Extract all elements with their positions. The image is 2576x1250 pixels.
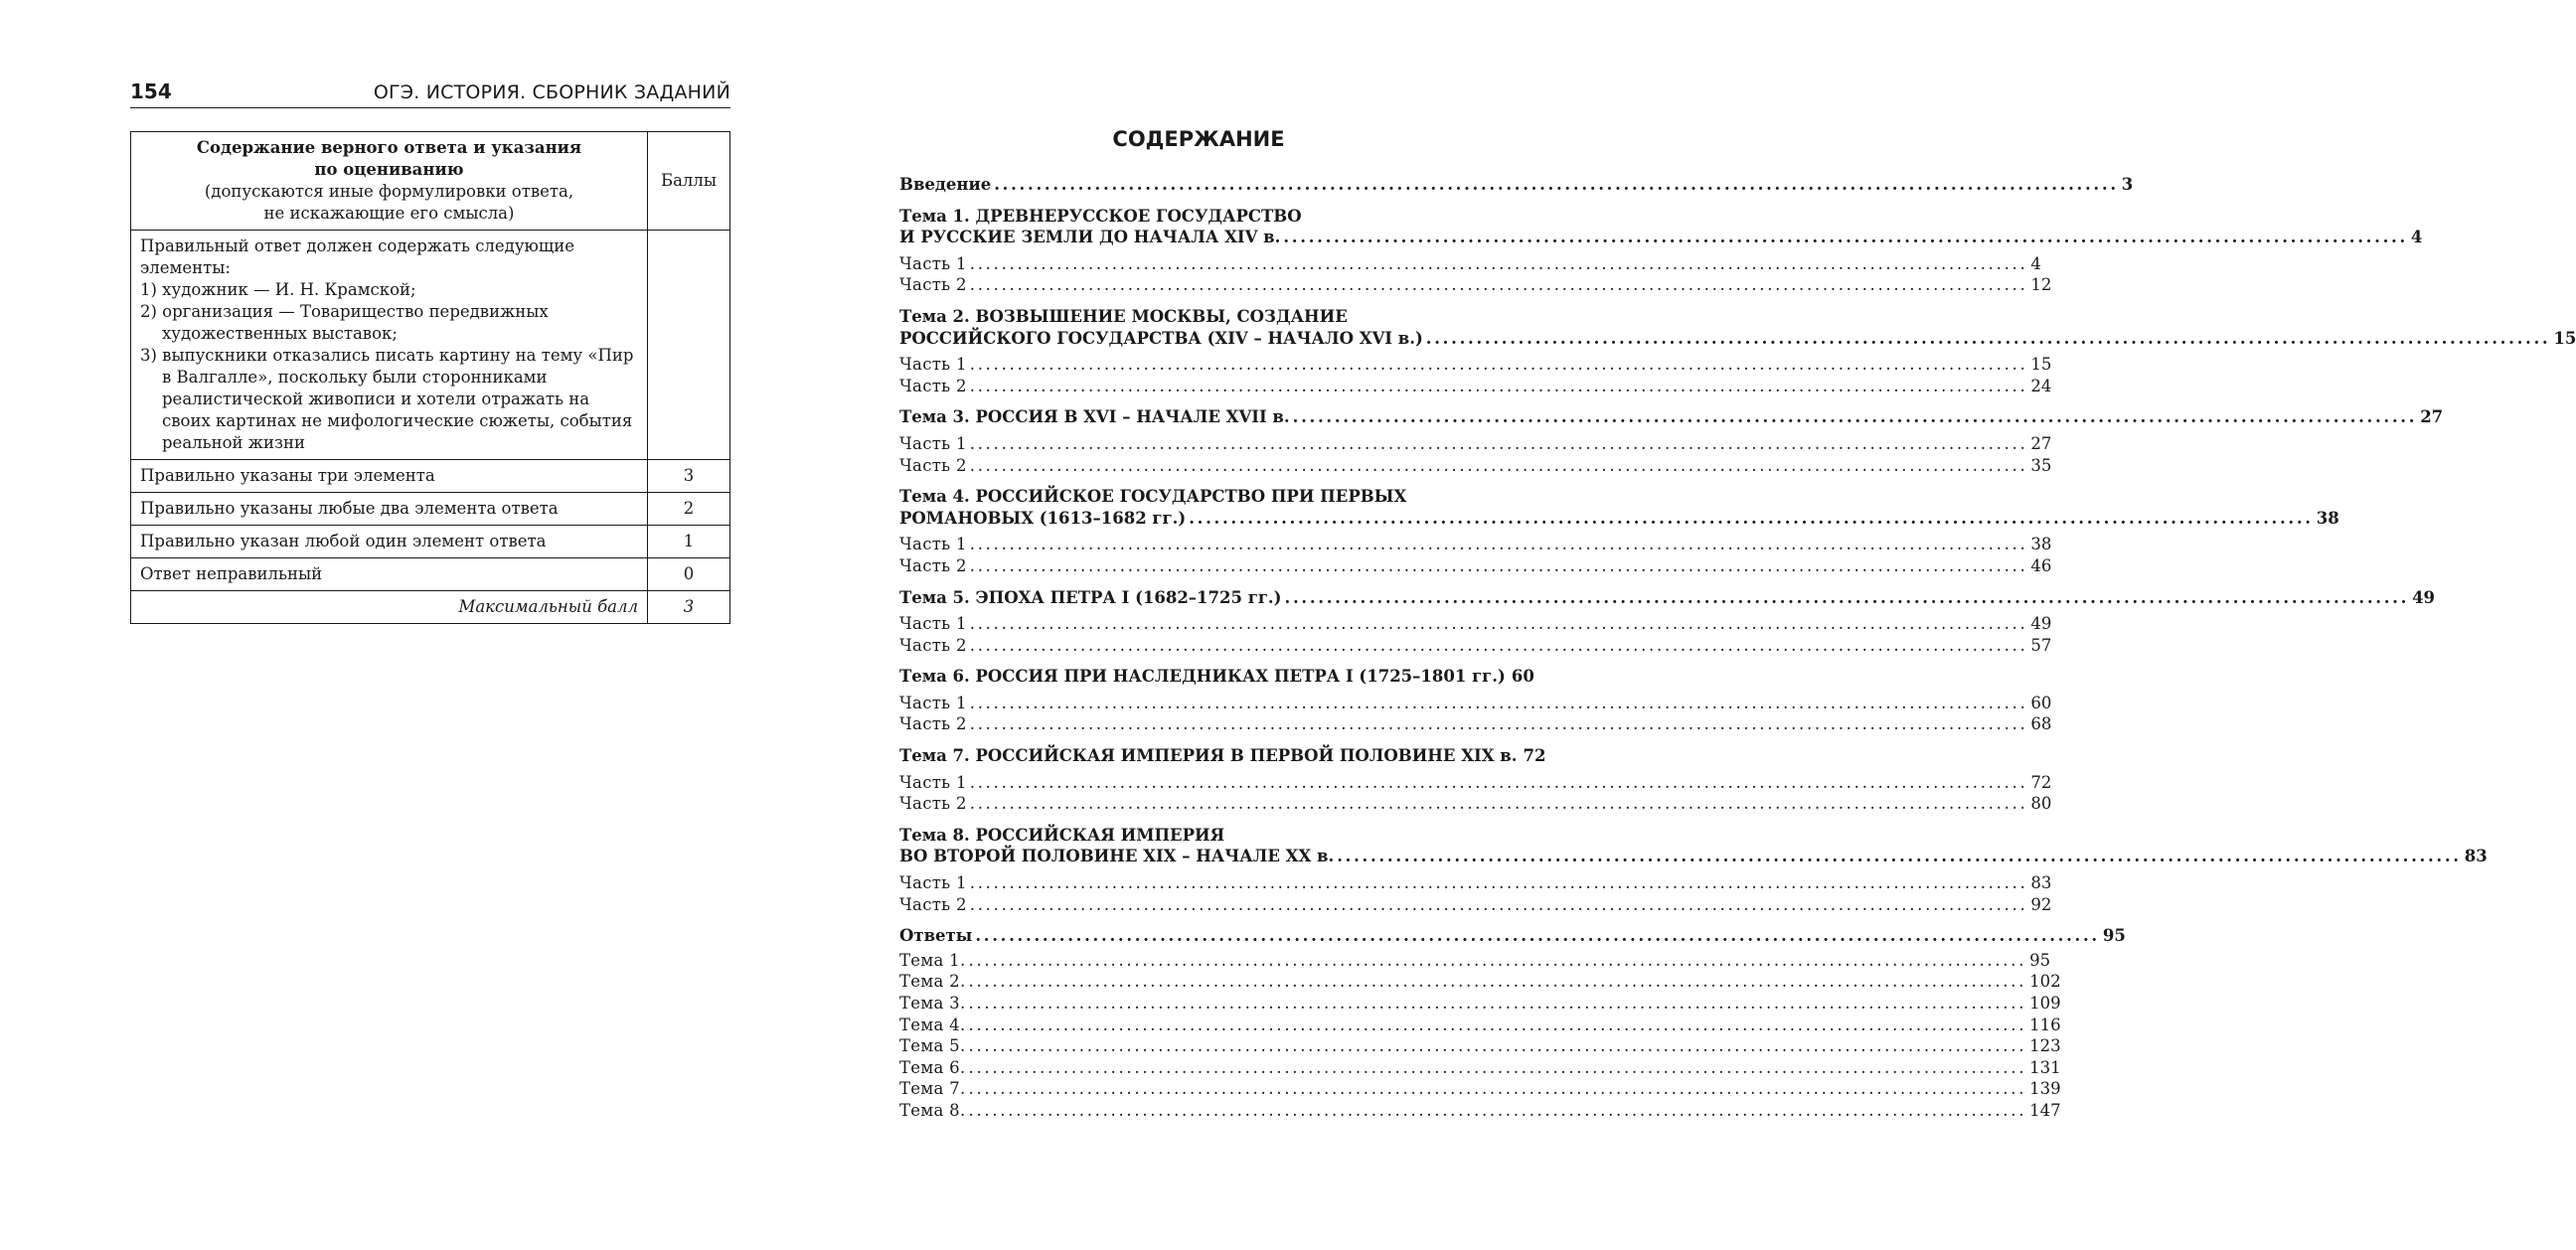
leader-dots: ...................................................................................................................................... <box>968 1057 2027 1077</box>
toc-entry-label: Тема 5. ЭПОХА ПЕТРА I (1682–1725 гг.) <box>899 587 1282 607</box>
criterion-score: 2 <box>648 493 730 526</box>
toc-part-entry[interactable] <box>899 534 2052 555</box>
toc-topic-block <box>899 206 2423 296</box>
toc-entry-label: Тема 1. <box>899 950 966 970</box>
toc-part-entry[interactable] <box>899 772 2052 794</box>
leader-dots: ...................................................................................................................................... <box>968 1036 2027 1056</box>
answer-score-cell <box>648 231 730 460</box>
leader-dots: ...................................................................................................................................... <box>975 926 2100 946</box>
header-line: по оцениванию <box>314 160 464 179</box>
leader-dots: ...................................................................................................................................... <box>969 693 2028 712</box>
toc-topic-heading: Тема 8. РОССИЙСКАЯ ИМПЕРИЯ <box>899 825 1225 845</box>
toc-parts <box>899 354 2052 396</box>
toc-entry-page: 38 <box>2316 508 2339 528</box>
toc-entry-label: Тема 7. РОССИЙСКАЯ ИМПЕРИЯ В ПЕРВОЙ ПОЛОВИНЕ XIX в. <box>899 746 1518 766</box>
toc-title: СОДЕРЖАНИЕ <box>1112 127 1285 151</box>
header-line: Содержание верного ответа и указания <box>196 138 582 157</box>
toc-parts <box>899 433 2052 476</box>
toc-entry-page: 95 <box>2102 926 2126 946</box>
toc-part-entry[interactable] <box>899 894 2052 916</box>
leader-dots: ...................................................................................................................................... <box>968 994 2027 1013</box>
toc-parts <box>899 534 2052 576</box>
toc-answer-entry[interactable] <box>899 993 2061 1015</box>
toc-entry-label: Часть 1 <box>899 433 967 453</box>
toc-entry-label: Тема 8. <box>899 1100 966 1120</box>
toc-part-entry[interactable] <box>899 693 2052 714</box>
toc-part-entry[interactable] <box>899 433 2052 455</box>
toc-entry-page: 24 <box>2030 376 2052 395</box>
leader-dots: ...................................................................................................................................... <box>969 714 2028 734</box>
toc-part-entry[interactable] <box>899 793 2052 815</box>
answer-item: 1) художник — И. Н. Крамской; <box>140 280 416 299</box>
leader-dots: ...................................................................................................................................... <box>969 455 2028 475</box>
leader-dots: ...................................................................................................................................... <box>969 355 2028 375</box>
toc-entry-label: Тема 5. <box>899 1036 966 1056</box>
toc-entry-label: Часть 2 <box>899 635 967 655</box>
leader-dots: ...................................................................................................................................... <box>1292 407 2418 427</box>
toc-part-entry[interactable] <box>899 635 2052 657</box>
toc-topic-block <box>899 486 2339 576</box>
toc-topic-block <box>899 745 2052 815</box>
toc-topic-entry[interactable] <box>899 328 2576 350</box>
toc-entry-page: 49 <box>2030 614 2052 634</box>
toc-entry-label: Часть 2 <box>899 894 967 914</box>
toc-entry-label: Часть 1 <box>899 253 967 273</box>
criterion-label: Правильно указаны любые два элемента ответа <box>131 493 648 526</box>
toc-entry-page: 95 <box>2029 950 2051 970</box>
toc-topic-block <box>899 587 2436 657</box>
toc-answer-entry[interactable] <box>899 1078 2061 1100</box>
toc-entry-label: Часть 1 <box>899 693 967 712</box>
max-score-row <box>131 591 730 624</box>
toc-entry-page: 72 <box>1523 746 1546 766</box>
content-header <box>131 132 648 231</box>
toc-part-entry[interactable] <box>899 274 2052 296</box>
toc-entry-label: Тема 4. <box>899 1015 966 1034</box>
toc-parts <box>899 253 2052 296</box>
answer-item: 2) организация — Товарищество передвижных художественных выставок; <box>140 302 549 343</box>
toc-answer-entry[interactable] <box>899 1100 2061 1122</box>
toc-entry-label: Часть 2 <box>899 555 967 575</box>
toc-topic-entry[interactable] <box>899 227 2423 248</box>
toc-answer-items <box>899 950 2061 1122</box>
toc-entry-page: 27 <box>2420 407 2444 427</box>
answer-list <box>140 279 638 454</box>
toc-part-entry[interactable] <box>899 376 2052 397</box>
toc-entry-page: 15 <box>2553 328 2576 348</box>
toc-entry-label: Тема 3. <box>899 994 966 1013</box>
leader-dots: ...................................................................................................................................... <box>969 772 2028 792</box>
toc-entry-page: 60 <box>2030 693 2052 712</box>
answer-item: 3) выпускники отказались писать картину на тему «Пир в Валгалле», поскольку были сторонниками реалистической живописи и хотели отражать на своих картинах не мифологические сюжеты, события реальной жизни <box>140 346 634 452</box>
toc-entry-page: 35 <box>2030 455 2052 475</box>
toc-topics <box>899 206 2576 916</box>
toc-part-entry[interactable] <box>899 455 2052 477</box>
table-row <box>131 493 730 526</box>
toc-intro-block <box>899 174 2134 196</box>
toc-parts <box>899 613 2052 656</box>
leader-dots: ...................................................................................................................................... <box>969 253 2028 273</box>
leader-dots: ...................................................................................................................................... <box>1284 587 2410 607</box>
leader-dots: ...................................................................................................................................... <box>968 972 2027 992</box>
running-title: ОГЭ. ИСТОРИЯ. СБОРНИК ЗАДАНИЙ <box>373 81 730 103</box>
toc-entry-label: Часть 1 <box>899 873 967 893</box>
toc-entry-page: 15 <box>2030 355 2052 375</box>
toc-entry-page: 27 <box>2030 433 2052 453</box>
toc-topic-entry[interactable] <box>899 745 1546 767</box>
toc-topic-block <box>899 406 2444 476</box>
leader-dots: ...................................................................................................................................... <box>994 175 2119 194</box>
toc-entry-page: 49 <box>2412 587 2436 607</box>
leader-dots: ...................................................................................................................................... <box>968 1100 2027 1120</box>
toc-topic-block <box>899 666 2052 735</box>
toc-topic-entry[interactable] <box>899 406 2444 428</box>
toc-entry-page: 92 <box>2030 894 2052 914</box>
left-page <box>130 79 730 624</box>
toc-entry-page: 60 <box>1511 667 1534 687</box>
toc-entry-label: Тема 6. РОССИЯ ПРИ НАСЛЕДНИКАХ ПЕТРА I (1725–1801 гг.) <box>899 667 1506 687</box>
toc-entry[interactable] <box>899 174 2134 196</box>
toc-entry-page: 123 <box>2029 1036 2061 1056</box>
running-head <box>130 79 730 108</box>
page-number: 154 <box>130 79 172 103</box>
header-line: (допускаются иные формулировки ответа, <box>204 182 574 201</box>
toc-entry-page: 83 <box>2030 873 2052 893</box>
header-line: не искажающие его смысла) <box>263 204 515 223</box>
table-of-contents <box>899 174 2576 1122</box>
toc-entry-label: ВО ВТОРОЙ ПОЛОВИНЕ XIX – НАЧАЛЕ XX в. <box>899 847 1335 866</box>
toc-parts <box>899 872 2052 915</box>
toc-entry-label: Ответы <box>899 926 973 946</box>
toc-answer-entry[interactable] <box>899 1057 2061 1079</box>
toc-entry-label: Часть 1 <box>899 355 967 375</box>
toc-entry-page: 12 <box>2030 275 2052 295</box>
toc-part-entry[interactable] <box>899 354 2052 376</box>
toc-entry-page: 102 <box>2029 972 2061 992</box>
toc-entry-page: 72 <box>2030 772 2052 792</box>
toc-entry-label: Тема 6. <box>899 1057 966 1077</box>
leader-dots: ...................................................................................................................................... <box>969 376 2028 395</box>
leader-dots: ...................................................................................................................................... <box>968 1015 2027 1034</box>
toc-entry-label: Часть 2 <box>899 714 967 734</box>
toc-entry-label: Часть 1 <box>899 614 967 634</box>
toc-topic-block <box>899 306 2576 396</box>
criterion-label: Правильно указан любой один элемент ответа <box>131 526 648 558</box>
max-score-value: 3 <box>648 591 730 624</box>
max-score-label: Максимальный балл <box>131 591 648 624</box>
leader-dots: ...................................................................................................................................... <box>1283 228 2408 247</box>
right-page <box>899 127 2576 1132</box>
toc-entry-label: Часть 1 <box>899 772 967 792</box>
toc-topic-entry[interactable] <box>899 508 2339 530</box>
leader-dots: ...................................................................................................................................... <box>1189 508 2314 528</box>
toc-topic-entry[interactable] <box>899 666 1534 688</box>
toc-answers-block <box>899 925 2126 1121</box>
toc-part-entry[interactable] <box>899 253 2041 275</box>
grading-table <box>130 131 730 624</box>
score-header: Баллы <box>648 132 730 231</box>
toc-entry-page: 147 <box>2029 1100 2061 1120</box>
toc-answer-entry[interactable] <box>899 1015 2061 1036</box>
toc-entry-page: 116 <box>2029 1015 2061 1034</box>
toc-answer-entry[interactable] <box>899 971 2061 993</box>
leader-dots: ...................................................................................................................................... <box>969 635 2028 655</box>
toc-topic-block <box>899 825 2488 915</box>
toc-entry-label: И РУССКИЕ ЗЕМЛИ ДО НАЧАЛА XIV в. <box>899 228 1281 247</box>
toc-entry-page: 68 <box>2030 714 2052 734</box>
leader-dots: ...................................................................................................................................... <box>968 1079 2027 1099</box>
leader-dots: ...................................................................................................................................... <box>969 794 2028 814</box>
leader-dots: ...................................................................................................................................... <box>968 950 2027 970</box>
toc-entry-label: Тема 7. <box>899 1079 966 1099</box>
toc-entry-page: 46 <box>2030 555 2052 575</box>
toc-entry[interactable] <box>899 925 2126 947</box>
leader-dots: ...................................................................................................................................... <box>1425 328 2551 348</box>
toc-entry-label: Часть 1 <box>899 535 967 554</box>
toc-topic-heading: Тема 2. ВОЗВЫШЕНИЕ МОСКВЫ, СОЗДАНИЕ <box>899 306 1348 326</box>
toc-entry-page: 38 <box>2030 535 2052 554</box>
toc-entry-page: 109 <box>2029 994 2061 1013</box>
toc-entry-page: 4 <box>2410 228 2423 247</box>
leader-dots: ...................................................................................................................................... <box>969 555 2028 575</box>
toc-entry-label: РОМАНОВЫХ (1613–1682 гг.) <box>899 508 1187 528</box>
toc-entry-page: 57 <box>2030 635 2052 655</box>
toc-part-entry[interactable] <box>899 613 2052 635</box>
toc-entry-label: Тема 2. <box>899 972 966 992</box>
criterion-score: 1 <box>648 526 730 558</box>
toc-part-entry[interactable] <box>899 555 2052 577</box>
toc-entry-page: 4 <box>2030 253 2041 273</box>
leader-dots: ...................................................................................................................................... <box>969 535 2028 554</box>
criterion-score: 0 <box>648 558 730 591</box>
toc-entry-label: Часть 2 <box>899 376 967 395</box>
answer-cell <box>131 231 648 460</box>
toc-entry-page: 83 <box>2464 847 2488 866</box>
criterion-score: 3 <box>648 460 730 493</box>
toc-entry-label: Тема 3. РОССИЯ В XVI – НАЧАЛЕ XVII в. <box>899 407 1290 427</box>
toc-entry-page: 131 <box>2029 1057 2061 1077</box>
toc-part-entry[interactable] <box>899 713 2052 735</box>
leader-dots: ...................................................................................................................................... <box>969 894 2028 914</box>
leader-dots: ...................................................................................................................................... <box>969 275 2028 295</box>
toc-part-entry[interactable] <box>899 872 2052 894</box>
toc-entry-page: 80 <box>2030 794 2052 814</box>
answer-row <box>131 231 730 460</box>
table-row <box>131 460 730 493</box>
toc-topic-entry[interactable] <box>899 846 2488 867</box>
leader-dots: ...................................................................................................................................... <box>969 433 2028 453</box>
criterion-label: Ответ неправильный <box>131 558 648 591</box>
toc-entry-page: 139 <box>2029 1079 2061 1099</box>
toc-topic-entry[interactable] <box>899 587 2436 609</box>
toc-entry-page: 3 <box>2121 175 2134 194</box>
toc-parts <box>899 772 2052 815</box>
table-header-row <box>131 132 730 231</box>
toc-topic-heading: Тема 1. ДРЕВНЕРУССКОЕ ГОСУДАРСТВО <box>899 206 1302 226</box>
toc-topic-heading: Тема 4. РОССИЙСКОЕ ГОСУДАРСТВО ПРИ ПЕРВЫХ <box>899 487 1407 507</box>
criterion-label: Правильно указаны три элемента <box>131 460 648 493</box>
toc-answer-entry[interactable] <box>899 1035 2061 1057</box>
toc-entry-label: Введение <box>899 175 992 194</box>
leader-dots: ...................................................................................................................................... <box>969 614 2028 634</box>
table-row <box>131 526 730 558</box>
toc-entry-label: Часть 2 <box>899 794 967 814</box>
answer-intro: Правильный ответ должен содержать следующие элементы: <box>140 236 575 277</box>
toc-entry-label: РОССИЙСКОГО ГОСУДАРСТВА (XIV – НАЧАЛО XVI в.) <box>899 328 1423 348</box>
toc-parts <box>899 693 2052 735</box>
toc-entry-label: Часть 2 <box>899 275 967 295</box>
table-row <box>131 558 730 591</box>
leader-dots: ...................................................................................................................................... <box>969 873 2028 893</box>
toc-answer-entry[interactable] <box>899 950 2051 972</box>
toc-entry-label: Часть 2 <box>899 455 967 475</box>
leader-dots: ...................................................................................................................................... <box>1337 847 2462 866</box>
